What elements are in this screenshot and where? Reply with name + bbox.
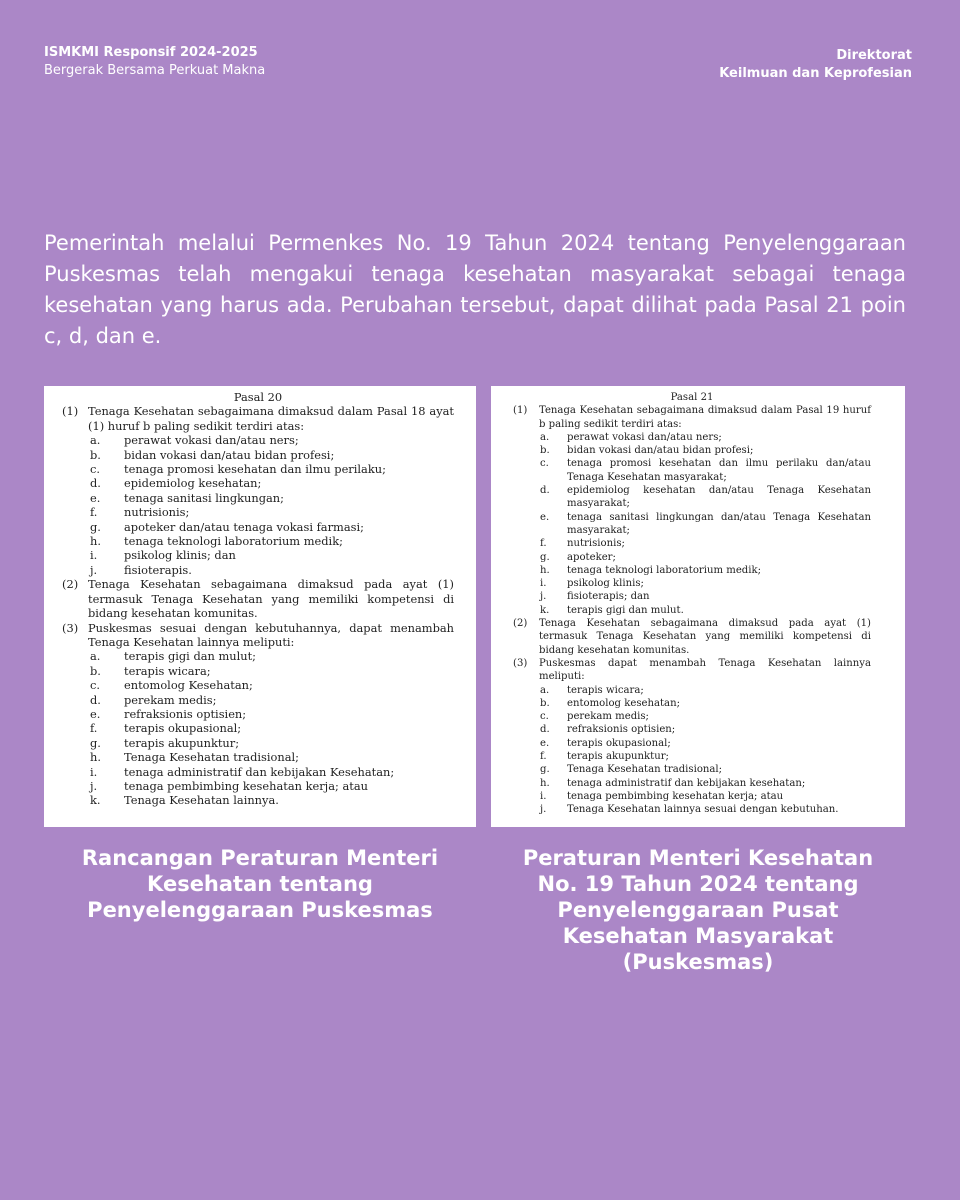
list-item [62, 548, 454, 562]
org-tagline: Bergerak Bersama Perkuat Makna [44, 63, 266, 78]
list-item-text: terapis gigi dan mulut. [567, 604, 684, 616]
caption-line: Kesehatan Masyarakat [562, 924, 834, 948]
list-item-text: terapis okupasional; [567, 737, 671, 749]
list-item-letter: g. [90, 519, 101, 534]
list-item-text: Tenaga Kesehatan tradisional; [567, 764, 723, 776]
list-item-text: entomolog Kesehatan; [124, 678, 253, 693]
list-item [62, 664, 454, 678]
list-item-text: epidemiolog kesehatan dan/atau Tenaga Kesehatan masyarakat; [567, 485, 871, 510]
list-item-text: entomolog kesehatan; [567, 697, 680, 709]
list-item-letter: h. [90, 750, 101, 765]
list-item-letter: e. [90, 490, 101, 505]
list-item-text: apoteker dan/atau tenaga vokasi farmasi; [124, 519, 364, 534]
document-excerpt-regulation [491, 386, 905, 827]
list-item-letter: f. [90, 505, 98, 520]
caption-line: Rancangan Peraturan Menteri [81, 846, 439, 870]
list-item-text: terapis wicara; [567, 684, 644, 696]
list-item-letter: f. [540, 538, 547, 550]
list-item [513, 737, 871, 750]
list-item-letter: j. [90, 778, 98, 793]
caption-line: No. 19 Tahun 2024 tentang [537, 872, 859, 896]
article-title: Pasal 20 [233, 390, 283, 404]
list-item [62, 534, 454, 548]
list-item-text: tenaga promosi kesehatan dan ilmu perilaku dan/atau Tenaga Kesehatan masyarakat; [567, 458, 871, 483]
clause-text: Tenaga Kesehatan sebagaimana dimaksud pada ayat (1) termasuk Tenaga Kesehatan yang memiliki kompetensi di bidang kesehatan komunitas. [539, 618, 871, 656]
list-item-text: refraksionis optisien; [124, 706, 247, 721]
list-item [513, 484, 871, 511]
list-item-text: nutrisionis; [567, 538, 625, 550]
list-item-letter: d. [540, 724, 550, 736]
list-item-text: terapis akupunktur; [124, 735, 240, 750]
clause-number: (1) [62, 404, 79, 419]
list-item-letter: g. [90, 735, 101, 750]
list-item-text: terapis akupunktur; [567, 751, 669, 763]
clause-number: (2) [513, 618, 528, 630]
list-item-letter: b. [540, 697, 550, 709]
header-right [719, 47, 912, 83]
list-item-text: fisioterapis; dan [567, 591, 650, 603]
list-item-letter: h. [540, 564, 550, 576]
list-item-text: psikolog klinis; [567, 578, 644, 590]
caption-regulation [491, 845, 905, 975]
clause [513, 404, 871, 431]
list-item [513, 444, 871, 457]
list-item-letter: f. [90, 721, 98, 736]
clause [513, 657, 871, 684]
list-item [62, 491, 454, 505]
list-item-letter: k. [90, 793, 101, 808]
list-item [513, 537, 871, 550]
list-item [513, 684, 871, 697]
header-left [44, 44, 265, 80]
list-item [62, 750, 454, 764]
list-item-text: tenaga administratif dan kebijakan Kesehatan; [124, 764, 395, 779]
list-item-letter: a. [540, 431, 550, 443]
list-item-letter: d. [90, 692, 101, 707]
clause-text: Tenaga Kesehatan sebagaimana dimaksud dalam Pasal 19 huruf b paling sedikit terdiri atas: [539, 405, 871, 430]
list-item [513, 790, 871, 803]
list-item-text: perekam medis; [567, 711, 649, 723]
list-item [513, 803, 871, 816]
list-item-text: tenaga administratif dan kebijakan kesehatan; [567, 777, 806, 789]
list-item-text: terapis wicara; [124, 663, 211, 678]
list-item-letter: i. [90, 548, 98, 563]
list-item-letter: j. [540, 804, 547, 816]
list-item [62, 520, 454, 534]
document-excerpt-draft [44, 386, 476, 827]
list-item [62, 433, 454, 447]
org-title: ISMKMI Responsif 2024-2025 [44, 45, 258, 60]
list-item-letter: f. [540, 751, 547, 763]
directorate-label: Direktorat [836, 48, 912, 63]
list-item-letter: d. [90, 476, 101, 491]
list-item-text: terapis gigi dan mulut; [124, 649, 257, 664]
list-item [62, 678, 454, 692]
list-item-letter: c. [540, 458, 549, 470]
list-item [513, 564, 871, 577]
list-item-letter: d. [540, 485, 550, 497]
list-item-letter: i. [90, 764, 98, 779]
list-item [513, 590, 871, 603]
list-item-letter: h. [540, 777, 550, 789]
list-item [62, 793, 454, 807]
clause-number: (1) [513, 405, 528, 417]
clause-text: Puskesmas dapat menambah Tenaga Kesehatan lainnya meliputi: [539, 657, 871, 683]
list-item-text: refraksionis optisien; [567, 724, 676, 736]
list-item-text: nutrisionis; [124, 505, 190, 520]
list-item-text: psikolog klinis; dan [124, 548, 236, 563]
list-item-letter: h. [90, 534, 101, 549]
list-item-text: tenaga sanitasi lingkungan; [124, 490, 284, 505]
list-item-text: tenaga pembimbing kesehatan kerja; atau [124, 778, 368, 793]
list-item-text: fisioterapis. [124, 562, 192, 577]
clause-text: Tenaga Kesehatan sebagaimana dimaksud dalam Pasal 18 ayat (1) huruf b paling sedikit terdiri atas: [88, 404, 454, 433]
caption-line: Penyelenggaraan Pusat [557, 898, 839, 922]
list-item [62, 462, 454, 476]
list-item [62, 505, 454, 519]
list-item-letter: c. [540, 711, 549, 723]
list-item-text: Tenaga Kesehatan lainnya sesuai dengan kebutuhan. [567, 804, 839, 816]
list-item-text: perawat vokasi dan/atau ners; [567, 431, 722, 443]
list-item [513, 551, 871, 564]
list-item [513, 431, 871, 444]
article-title: Pasal 21 [670, 392, 714, 403]
clause [62, 621, 454, 650]
list-item [62, 707, 454, 721]
list-item-letter: a. [540, 684, 550, 696]
list-item [62, 649, 454, 663]
clause-text: Puskesmas sesuai dengan kebutuhannya, dapat menambah Tenaga Kesehatan lainnya meliputi: [88, 620, 454, 649]
clause [62, 577, 454, 620]
list-item-letter: b. [540, 445, 550, 457]
clause-number: (3) [62, 620, 79, 635]
list-item-text: Tenaga Kesehatan tradisional; [124, 750, 299, 765]
clause [513, 617, 871, 657]
list-item-text: tenaga teknologi laboratorium medik; [124, 534, 343, 549]
list-item-letter: j. [90, 562, 98, 577]
list-item-letter: e. [90, 706, 101, 721]
list-item [513, 723, 871, 736]
list-item [513, 763, 871, 776]
clause [62, 404, 454, 433]
list-item [62, 693, 454, 707]
clause-number: (2) [62, 577, 79, 592]
caption-line: Penyelenggaraan Puskesmas [87, 898, 433, 922]
intro-paragraph: Pemerintah melalui Permenkes No. 19 Tahun 2024 tentang Penyelenggaraan Puskesmas telah mengakui tenaga kesehatan masyarakat sebagai tenaga kesehatan yang harus ada. Perubahan tersebut, dapat dilihat pada Pasal 21 poin c, d, dan e. [44, 231, 906, 348]
list-item-text: tenaga sanitasi lingkungan dan/atau Tenaga Kesehatan masyarakat; [567, 511, 871, 536]
list-item-text: bidan vokasi dan/atau bidan profesi; [567, 445, 754, 457]
list-item [62, 736, 454, 750]
list-item-text: perekam medis; [124, 692, 217, 707]
list-item-text: perawat vokasi dan/atau ners; [124, 433, 299, 448]
caption-line: Peraturan Menteri Kesehatan [522, 846, 874, 870]
list-item [513, 604, 871, 617]
list-item [513, 777, 871, 790]
list-item-text: bidan vokasi dan/atau bidan profesi; [124, 447, 335, 462]
list-item [62, 765, 454, 779]
list-item-letter: g. [540, 551, 550, 563]
list-item [513, 750, 871, 763]
list-item [513, 710, 871, 723]
list-item-letter: b. [90, 663, 101, 678]
list-item [513, 577, 871, 590]
list-item-letter: c. [90, 462, 101, 477]
list-item [513, 697, 871, 710]
list-item [513, 511, 871, 538]
list-item-letter: a. [90, 649, 101, 664]
list-item-letter: e. [540, 511, 550, 523]
list-item [62, 563, 454, 577]
directorate-name: Keilmuan dan Keprofesian [719, 66, 912, 81]
list-item-letter: b. [90, 447, 101, 462]
list-item-letter: c. [90, 678, 101, 693]
list-item [62, 476, 454, 490]
list-item [62, 721, 454, 735]
caption-line: Kesehatan tentang [147, 872, 373, 896]
list-item-letter: i. [540, 578, 547, 590]
caption-line: (Puskesmas) [622, 950, 774, 974]
list-item-text: epidemiolog kesehatan; [124, 476, 262, 491]
list-item-text: apoteker; [567, 551, 616, 563]
list-item [62, 448, 454, 462]
list-item-text: Tenaga Kesehatan lainnya. [124, 793, 279, 808]
list-item [62, 779, 454, 793]
list-item-text: tenaga pembimbing kesehatan kerja; atau [567, 790, 784, 802]
list-item-letter: g. [540, 764, 550, 776]
clause-text: Tenaga Kesehatan sebagaimana dimaksud pada ayat (1) termasuk Tenaga Kesehatan yang memiliki kompetensi di bidang kesehatan komunitas. [88, 577, 454, 621]
list-item-text: terapis okupasional; [124, 721, 242, 736]
list-item-letter: k. [540, 604, 550, 616]
clause-number: (3) [513, 657, 528, 669]
list-item-letter: a. [90, 433, 101, 448]
list-item-text: tenaga promosi kesehatan dan ilmu perilaku; [124, 462, 386, 477]
list-item-letter: i. [540, 790, 547, 802]
list-item [513, 457, 871, 484]
list-item-letter: j. [540, 591, 547, 603]
caption-draft [44, 845, 476, 923]
list-item-letter: e. [540, 737, 550, 749]
list-item-text: tenaga teknologi laboratorium medik; [567, 564, 762, 576]
